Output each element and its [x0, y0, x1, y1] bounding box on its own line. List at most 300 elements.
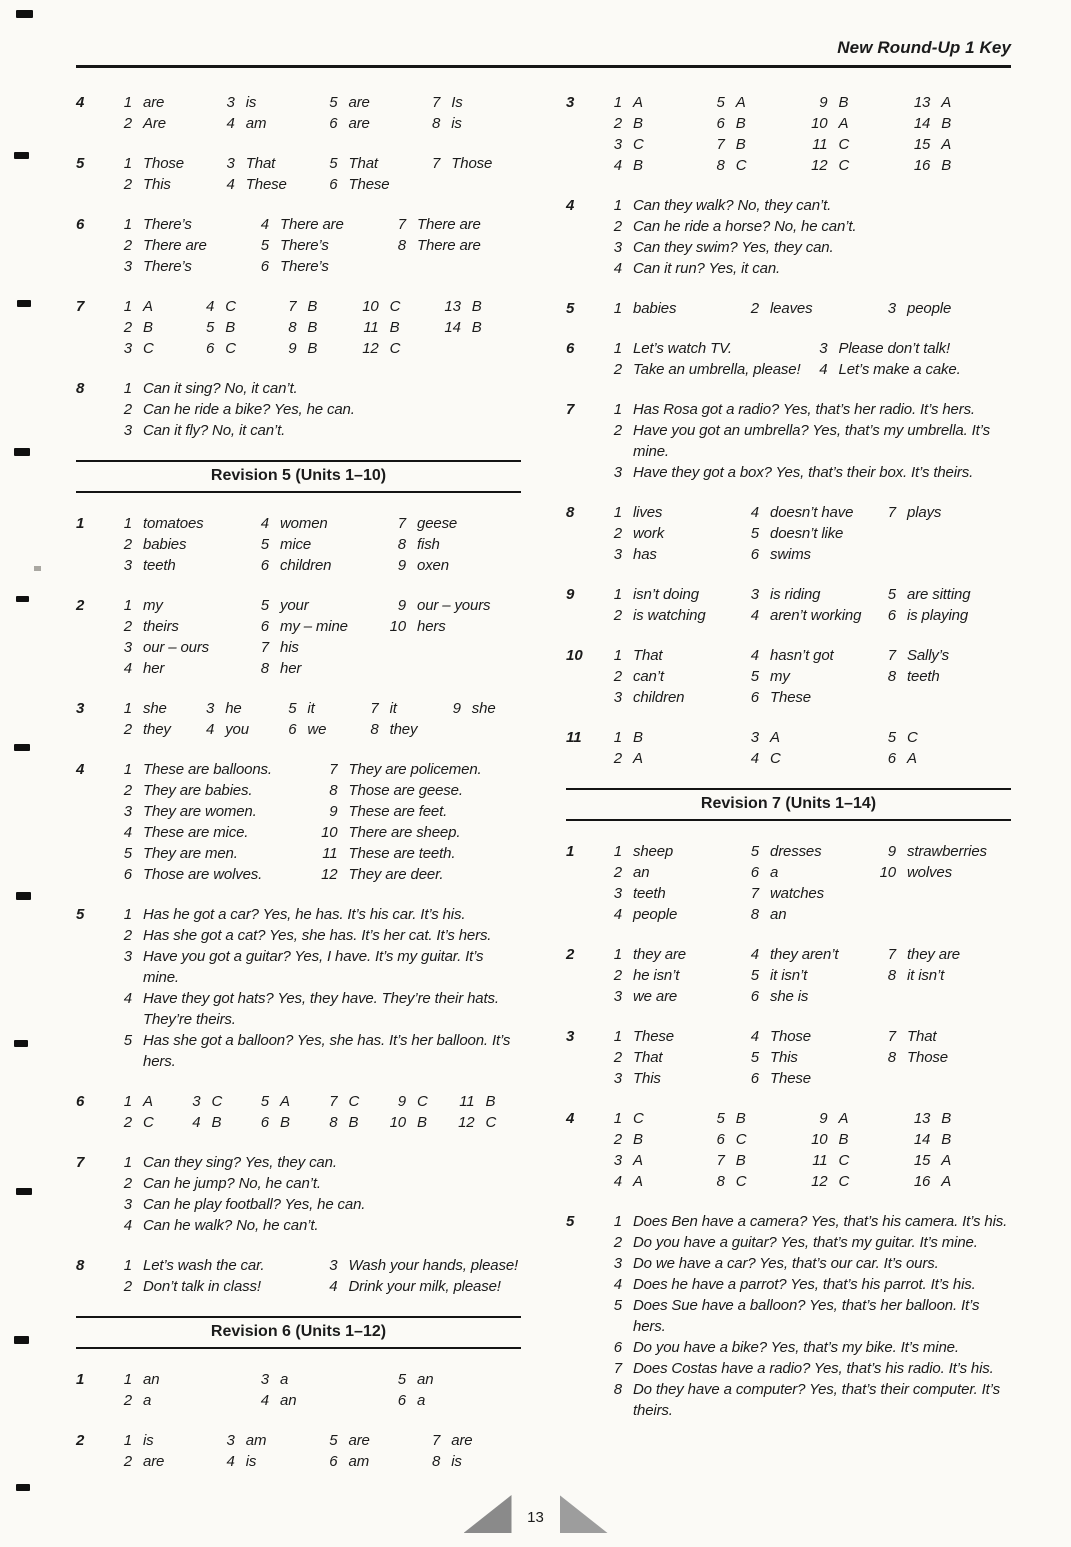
answer-item: [737, 986, 874, 1007]
answer-item: [600, 502, 737, 523]
item-number: 4: [750, 607, 759, 624]
answer-row: [600, 944, 1011, 965]
item-answer: Drink your milk, please!: [348, 1278, 501, 1295]
exercise-2: [566, 944, 1011, 1007]
item-number: 15: [913, 1152, 931, 1169]
item-number: 6: [260, 618, 269, 635]
answer-item: [908, 155, 1011, 176]
item-answer: B: [838, 94, 849, 111]
item-number: 6: [260, 1114, 269, 1131]
answer-row: [110, 1369, 521, 1390]
item-answer: doesn’t like: [770, 525, 844, 542]
item-answer: This: [633, 1070, 661, 1087]
item-answer: they are: [907, 946, 960, 963]
item-answer: B: [735, 115, 746, 132]
answer-item: [357, 317, 439, 338]
item-number: 1: [123, 216, 132, 233]
exercise-6: [76, 214, 521, 277]
answer-row: [110, 378, 521, 399]
item-answer: There’s: [280, 258, 329, 275]
item-number: 4: [260, 515, 269, 532]
answer-item: [600, 1253, 1011, 1274]
item-number: 2: [123, 782, 132, 799]
item-number: 3: [226, 1432, 235, 1449]
answer-item: [110, 113, 213, 134]
item-answer: people: [633, 906, 678, 923]
item-answer: A: [770, 729, 780, 746]
item-number: 6: [716, 1131, 725, 1148]
item-answer: B: [941, 157, 952, 174]
item-number: 11: [812, 1152, 828, 1169]
item-number: 6: [887, 607, 896, 624]
item-answer: teeth: [907, 668, 940, 685]
item-number: 2: [123, 401, 132, 418]
answer-row: [600, 1295, 1011, 1337]
item-number: 6: [260, 258, 269, 275]
exercise-answers: [600, 584, 1011, 626]
item-number: 3: [613, 136, 622, 153]
exercise-number: 8: [566, 504, 575, 521]
item-number: 1: [123, 1371, 132, 1388]
item-answer: A: [941, 94, 952, 111]
answer-item: [110, 698, 192, 719]
exercise-answers: [110, 904, 521, 1072]
answer-row: [110, 296, 521, 317]
item-answer: isn’t doing: [633, 586, 699, 603]
answer-item: [316, 864, 522, 885]
answer-row: [600, 195, 1011, 216]
answer-row: [600, 1274, 1011, 1295]
answer-item: [737, 1026, 874, 1047]
item-answer: Is: [451, 94, 463, 111]
answer-item: [418, 1430, 521, 1451]
answer-item: [703, 134, 806, 155]
answer-item: [316, 1112, 385, 1133]
exercise-6: [566, 338, 1011, 380]
answer-item: [110, 1194, 521, 1215]
item-answer: Sally’s: [907, 647, 950, 664]
item-answer: C: [838, 157, 850, 174]
scan-artifact-mark: [16, 596, 29, 602]
item-answer: your: [280, 597, 309, 614]
answer-row: [600, 258, 1011, 279]
item-answer: are: [348, 1432, 370, 1449]
exercise-number: 6: [76, 1093, 85, 1110]
exercise-number: 4: [76, 761, 85, 778]
answer-item: [737, 1047, 874, 1068]
item-number: 3: [613, 1070, 622, 1087]
item-number: 3: [613, 988, 622, 1005]
item-answer: B: [280, 1114, 290, 1131]
item-number: 2: [613, 422, 622, 439]
answer-item: [110, 616, 247, 637]
answer-item: [600, 748, 737, 769]
item-number: 2: [123, 176, 132, 193]
answer-row: [600, 1129, 1011, 1150]
answer-item: [357, 296, 439, 317]
answer-item: [274, 698, 356, 719]
item-answer: they are: [633, 946, 686, 963]
item-answer: B: [471, 298, 482, 315]
exercise-number: 5: [566, 1213, 575, 1230]
answer-item: [274, 296, 356, 317]
answer-item: [179, 1091, 248, 1112]
item-number: 7: [750, 885, 759, 902]
item-number: 5: [329, 94, 338, 111]
answer-item: [316, 1451, 419, 1472]
item-answer: is: [143, 1432, 154, 1449]
item-number: 6: [288, 721, 297, 738]
item-answer: we are: [633, 988, 678, 1005]
answer-item: [600, 1068, 737, 1089]
item-answer: an: [633, 864, 650, 881]
answer-item: [703, 1150, 806, 1171]
answer-item: [600, 687, 737, 708]
header-rule: [76, 65, 1011, 68]
item-answer: has: [633, 546, 657, 563]
answer-item: [806, 92, 909, 113]
item-number: 5: [716, 94, 725, 111]
item-answer: B: [307, 298, 318, 315]
item-answer: dresses: [770, 843, 822, 860]
item-number: 10: [811, 1131, 828, 1148]
scan-artifact-mark: [16, 1188, 32, 1195]
item-answer: Do we have a car? Yes, that’s our car. It’s ours.: [633, 1255, 939, 1272]
answer-row: [110, 843, 521, 864]
item-number: 1: [123, 700, 132, 717]
answer-item: [600, 1026, 737, 1047]
answer-item: [600, 113, 703, 134]
answer-item: [600, 544, 737, 565]
item-number: 5: [750, 525, 759, 542]
item-answer: That: [348, 155, 378, 172]
exercise-7: [566, 399, 1011, 483]
answer-item: [600, 904, 737, 925]
item-number: 7: [397, 216, 406, 233]
item-number: 4: [750, 750, 759, 767]
exercise-10: [566, 645, 1011, 708]
item-answer: an: [770, 906, 787, 923]
answer-item: [110, 1173, 521, 1194]
content-columns: [76, 92, 1011, 1491]
answer-item: [600, 1232, 1011, 1253]
scan-artifact-mark: [14, 448, 30, 456]
exercise-number: 9: [566, 586, 575, 603]
answer-item: [600, 1171, 703, 1192]
item-answer: an: [417, 1371, 434, 1388]
item-number: 4: [750, 504, 759, 521]
item-number: 3: [123, 557, 132, 574]
exercise-number: 5: [76, 906, 85, 923]
item-number: 1: [613, 504, 622, 521]
exercise-answers: [110, 1369, 521, 1411]
exercise-number: 6: [566, 340, 575, 357]
item-number: 2: [613, 750, 622, 767]
answer-item: [110, 864, 316, 885]
answer-item: [600, 92, 703, 113]
answer-item: [110, 595, 247, 616]
item-number: 3: [123, 639, 132, 656]
item-answer: can’t: [633, 668, 664, 685]
item-number: 3: [613, 689, 622, 706]
column-left: [76, 92, 521, 1491]
answer-item: [908, 113, 1011, 134]
item-number: 2: [123, 1175, 132, 1192]
item-answer: Can it run? Yes, it can.: [633, 260, 781, 277]
item-number: 6: [205, 340, 215, 357]
answer-item: [600, 298, 737, 319]
item-number: 6: [260, 557, 269, 574]
exercise-answers: [600, 195, 1011, 279]
item-number: 9: [819, 1110, 828, 1127]
item-number: 5: [750, 668, 759, 685]
item-answer: Those are wolves.: [143, 866, 263, 883]
item-number: 7: [613, 1360, 622, 1377]
item-number: 1: [613, 647, 622, 664]
answer-row: [600, 748, 1011, 769]
item-number: 8: [432, 1453, 441, 1470]
answer-item: [110, 214, 247, 235]
item-number: 5: [613, 1297, 622, 1314]
item-number: 11: [322, 845, 338, 862]
answer-item: [874, 645, 1011, 666]
answer-item: [418, 153, 521, 174]
answer-item: [600, 1379, 1011, 1421]
answer-row: [600, 399, 1011, 420]
item-number: 7: [887, 504, 896, 521]
item-number: 6: [123, 866, 132, 883]
item-number: 5: [329, 1432, 338, 1449]
item-number: 3: [613, 464, 622, 481]
item-number: 10: [811, 115, 828, 132]
exercise-number: 10: [566, 647, 583, 664]
answer-item: [192, 719, 274, 740]
exercise-2: [76, 595, 521, 679]
exercise-number: 2: [566, 946, 575, 963]
answer-item: [110, 1276, 316, 1297]
item-answer: These: [245, 176, 287, 193]
exercise-number: 1: [566, 843, 575, 860]
item-answer: Does he have a parrot? Yes, that’s his parrot. It’s his.: [633, 1276, 976, 1293]
answer-row: [600, 883, 1011, 904]
answer-item: [737, 645, 874, 666]
answer-item: [806, 134, 909, 155]
page-number: 13: [512, 1509, 560, 1533]
item-answer: work: [633, 525, 665, 542]
answer-item: [703, 1108, 806, 1129]
item-answer: C: [838, 136, 850, 153]
item-answer: is: [451, 1453, 462, 1470]
item-answer: A: [907, 750, 917, 767]
answer-item: [874, 748, 1011, 769]
item-answer: B: [838, 1131, 849, 1148]
answer-item: [213, 1430, 316, 1451]
item-number: 11: [812, 136, 828, 153]
item-number: 8: [716, 1173, 725, 1190]
answer-item: [600, 841, 737, 862]
answer-item: [874, 965, 1011, 986]
item-answer: C: [211, 1093, 223, 1110]
answer-item: [213, 1451, 316, 1472]
item-answer: they: [389, 721, 418, 738]
exercise-answers: [110, 698, 521, 740]
answer-item: [874, 1047, 1011, 1068]
item-answer: C: [735, 157, 747, 174]
item-number: 5: [750, 1049, 759, 1066]
answer-item: [600, 605, 737, 626]
answer-item: [110, 1451, 213, 1472]
item-answer: C: [485, 1114, 497, 1131]
answer-row: [600, 216, 1011, 237]
item-number: 1: [613, 843, 622, 860]
item-number: 1: [613, 94, 622, 111]
answer-row: [110, 1255, 521, 1276]
item-number: 6: [329, 115, 338, 132]
answer-row: [600, 666, 1011, 687]
answer-item: [110, 1030, 521, 1072]
item-number: 5: [750, 843, 759, 860]
answer-row: [600, 687, 1011, 708]
exercise-answers: [600, 727, 1011, 769]
answer-item: [737, 666, 874, 687]
answer-item: [247, 513, 384, 534]
item-number: 3: [887, 300, 896, 317]
item-answer: is: [245, 94, 257, 111]
answer-item: [247, 256, 384, 277]
answer-item: [247, 1091, 316, 1112]
exercise-answers: [110, 1430, 521, 1472]
answer-item: [418, 92, 521, 113]
item-number: 5: [887, 729, 896, 746]
item-answer: B: [307, 340, 318, 357]
answer-item: [908, 134, 1011, 155]
column-right: [566, 92, 1011, 1491]
item-answer: A: [633, 94, 643, 111]
exercise-1: [566, 841, 1011, 925]
answer-item: [908, 1150, 1011, 1171]
answer-item: [110, 658, 247, 679]
item-answer: Can he walk? No, he can’t.: [143, 1217, 319, 1234]
item-number: 5: [205, 319, 215, 336]
answer-item: [600, 944, 737, 965]
item-answer: Can he ride a horse? No, he can’t.: [633, 218, 857, 235]
item-number: 4: [750, 1028, 759, 1045]
item-answer: Does Costas have a radio? Yes, that’s his radio. It’s his.: [633, 1360, 994, 1377]
exercise-3: [76, 698, 521, 740]
item-number: 3: [192, 1093, 201, 1110]
answer-item: [600, 986, 737, 1007]
item-answer: our – ours: [143, 639, 210, 656]
answer-row: [600, 92, 1011, 113]
item-answer: B: [633, 729, 643, 746]
answer-row: [600, 1068, 1011, 1089]
exercise-7: [76, 296, 521, 359]
answer-row: [110, 637, 521, 658]
item-answer: C: [143, 1114, 154, 1131]
item-number: 2: [613, 1049, 622, 1066]
exercise-number: 7: [76, 298, 85, 315]
answer-row: [600, 965, 1011, 986]
item-answer: they aren’t: [770, 946, 839, 963]
exercise-number: 8: [76, 1257, 85, 1274]
item-number: 7: [432, 94, 441, 111]
exercise-answers: [600, 502, 1011, 565]
item-number: 1: [123, 298, 132, 315]
item-number: 16: [913, 157, 931, 174]
answer-row: [110, 1173, 521, 1194]
item-answer: is riding: [770, 586, 821, 603]
item-answer: B: [633, 1131, 643, 1148]
item-answer: they: [143, 721, 171, 738]
answer-item: [874, 605, 1011, 626]
answer-item: [110, 317, 192, 338]
answer-item: [247, 214, 384, 235]
exercise-answers: [110, 92, 521, 134]
item-number: 7: [887, 1028, 896, 1045]
item-number: 9: [288, 340, 297, 357]
item-number: 3: [123, 258, 132, 275]
item-number: 3: [613, 885, 622, 902]
item-number: 6: [613, 1339, 622, 1356]
item-number: 9: [397, 597, 406, 614]
item-answer: A: [941, 1152, 952, 1169]
item-number: 3: [819, 340, 828, 357]
answer-row: [600, 904, 1011, 925]
answer-row: [110, 420, 521, 441]
answer-row: [110, 153, 521, 174]
item-answer: a: [280, 1371, 289, 1388]
answer-item: [600, 155, 703, 176]
answer-item: [418, 1451, 521, 1472]
item-answer: hers: [417, 618, 446, 635]
answer-item: [600, 1358, 1011, 1379]
item-answer: my – mine: [280, 618, 348, 635]
item-answer: There are: [417, 216, 481, 233]
item-answer: Are: [143, 115, 166, 132]
item-answer: a: [770, 864, 779, 881]
item-number: 2: [613, 218, 622, 235]
item-number: 4: [329, 1278, 338, 1295]
item-number: 5: [260, 597, 269, 614]
answer-item: [357, 698, 439, 719]
item-number: 8: [887, 668, 896, 685]
exercise-answers: [110, 378, 521, 441]
item-number: 2: [123, 115, 132, 132]
item-number: 8: [397, 237, 406, 254]
answer-item: [600, 399, 1011, 420]
answer-item: [110, 555, 247, 576]
answer-item: [874, 944, 1011, 965]
item-answer: Please don’t talk!: [838, 340, 951, 357]
item-answer: B: [225, 319, 236, 336]
answer-item: [316, 92, 419, 113]
exercise-answers: [110, 153, 521, 195]
item-answer: B: [941, 1110, 952, 1127]
item-number: 15: [913, 136, 931, 153]
item-number: 3: [123, 340, 132, 357]
item-number: 4: [260, 216, 269, 233]
answer-row: [600, 1047, 1011, 1068]
answer-item: [737, 965, 874, 986]
item-answer: are: [143, 94, 165, 111]
answer-item: [316, 822, 522, 843]
item-number: 6: [716, 115, 725, 132]
answer-item: [600, 338, 806, 359]
item-answer: we: [307, 721, 327, 738]
item-answer: Have they got a box? Yes, that’s their box. It’s theirs.: [633, 464, 974, 481]
item-answer: B: [348, 1114, 359, 1131]
answer-item: [110, 822, 316, 843]
